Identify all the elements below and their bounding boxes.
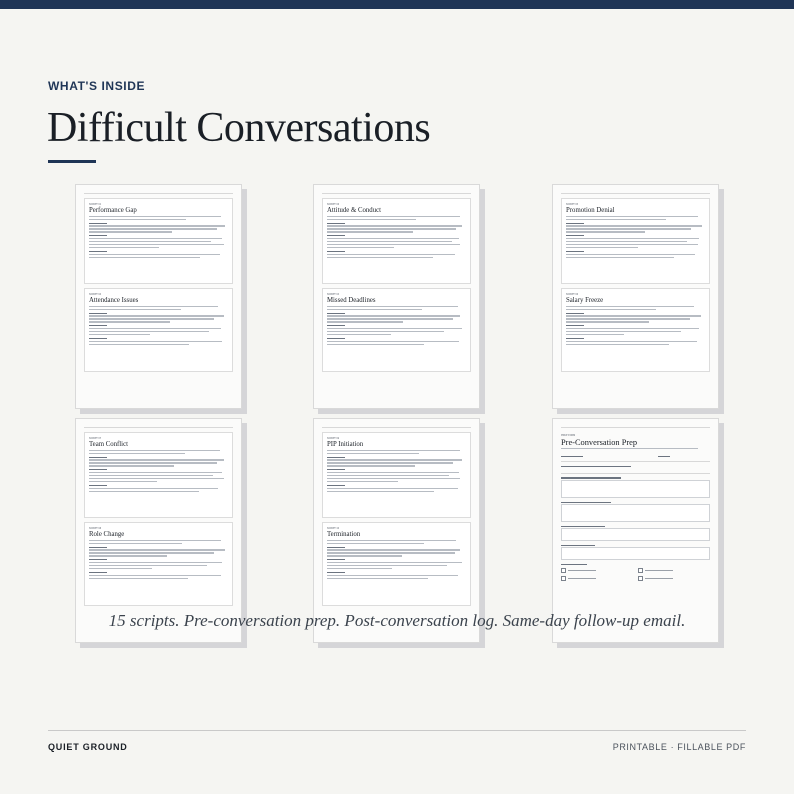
form-field-box	[561, 504, 710, 522]
footer-divider	[48, 730, 746, 731]
script-card	[84, 288, 233, 372]
script-title: Salary Freeze	[566, 296, 604, 304]
form-field-box	[561, 528, 710, 541]
header-rule	[84, 193, 233, 194]
checkbox	[561, 576, 566, 581]
script-number: SCRIPT 10	[327, 526, 340, 530]
script-title: PIP Initiation	[327, 440, 364, 448]
script-title: Termination	[327, 530, 361, 538]
script-title: Promotion Denial	[566, 206, 615, 214]
page-sheet	[313, 418, 480, 643]
title-underline	[48, 160, 96, 163]
script-title: Attendance Issues	[89, 296, 139, 304]
page-sheet	[552, 184, 719, 409]
form-field-box	[561, 547, 710, 560]
page-title: Difficult Conversations	[47, 105, 431, 151]
page-sheet	[75, 184, 242, 409]
checkbox	[638, 576, 643, 581]
page-sheet	[313, 184, 480, 409]
script-title: Role Change	[89, 530, 125, 538]
script-card	[322, 522, 471, 606]
page-sheet	[552, 418, 719, 643]
prep-title: Pre-Conversation Prep	[561, 437, 638, 447]
script-number: SCRIPT 03	[327, 202, 340, 206]
script-card	[322, 198, 471, 284]
checkbox	[638, 568, 643, 573]
script-number: SCRIPT 01	[89, 202, 102, 206]
header-rule	[322, 427, 471, 428]
script-card	[561, 288, 710, 372]
section-eyebrow: WHAT'S INSIDE	[48, 79, 146, 93]
script-card	[84, 198, 233, 284]
script-card	[84, 432, 233, 518]
top-accent-bar	[0, 0, 794, 9]
script-title: Missed Deadlines	[327, 296, 376, 304]
script-card	[84, 522, 233, 606]
header-rule	[561, 427, 710, 428]
script-number: SCRIPT 06	[566, 292, 579, 296]
script-page-preview	[313, 418, 480, 643]
script-title: Performance Gap	[89, 206, 137, 214]
checkbox-group	[561, 568, 710, 581]
script-number: SCRIPT 08	[89, 526, 102, 530]
script-title: Team Conflict	[89, 440, 128, 448]
script-page-preview	[75, 418, 242, 643]
prep-label: PREP FORM	[561, 433, 576, 437]
script-card	[322, 288, 471, 372]
header-rule	[561, 193, 710, 194]
page-sheet	[75, 418, 242, 643]
format-label: PRINTABLE · FILLABLE PDF	[612, 742, 746, 752]
script-page-preview	[552, 184, 719, 409]
script-page-preview	[75, 184, 242, 409]
script-number: SCRIPT 07	[89, 436, 102, 440]
brand-name: QUIET GROUND	[48, 742, 128, 752]
product-tagline: 15 scripts. Pre-conversation prep. Post-conversation log. Same-day follow-up email.	[108, 611, 686, 630]
script-number: SCRIPT 09	[327, 436, 340, 440]
script-number: SCRIPT 04	[327, 292, 340, 296]
form-row	[561, 453, 710, 457]
script-number: SCRIPT 02	[89, 292, 102, 296]
script-card	[322, 432, 471, 518]
script-page-preview	[313, 184, 480, 409]
form-field-box	[561, 480, 710, 498]
header-rule	[84, 427, 233, 428]
script-card	[561, 198, 710, 284]
checkbox	[561, 568, 566, 573]
header-rule	[322, 193, 471, 194]
script-number: SCRIPT 05	[566, 202, 579, 206]
script-title: Attitude & Conduct	[327, 206, 381, 214]
prep-page-preview	[552, 418, 719, 643]
